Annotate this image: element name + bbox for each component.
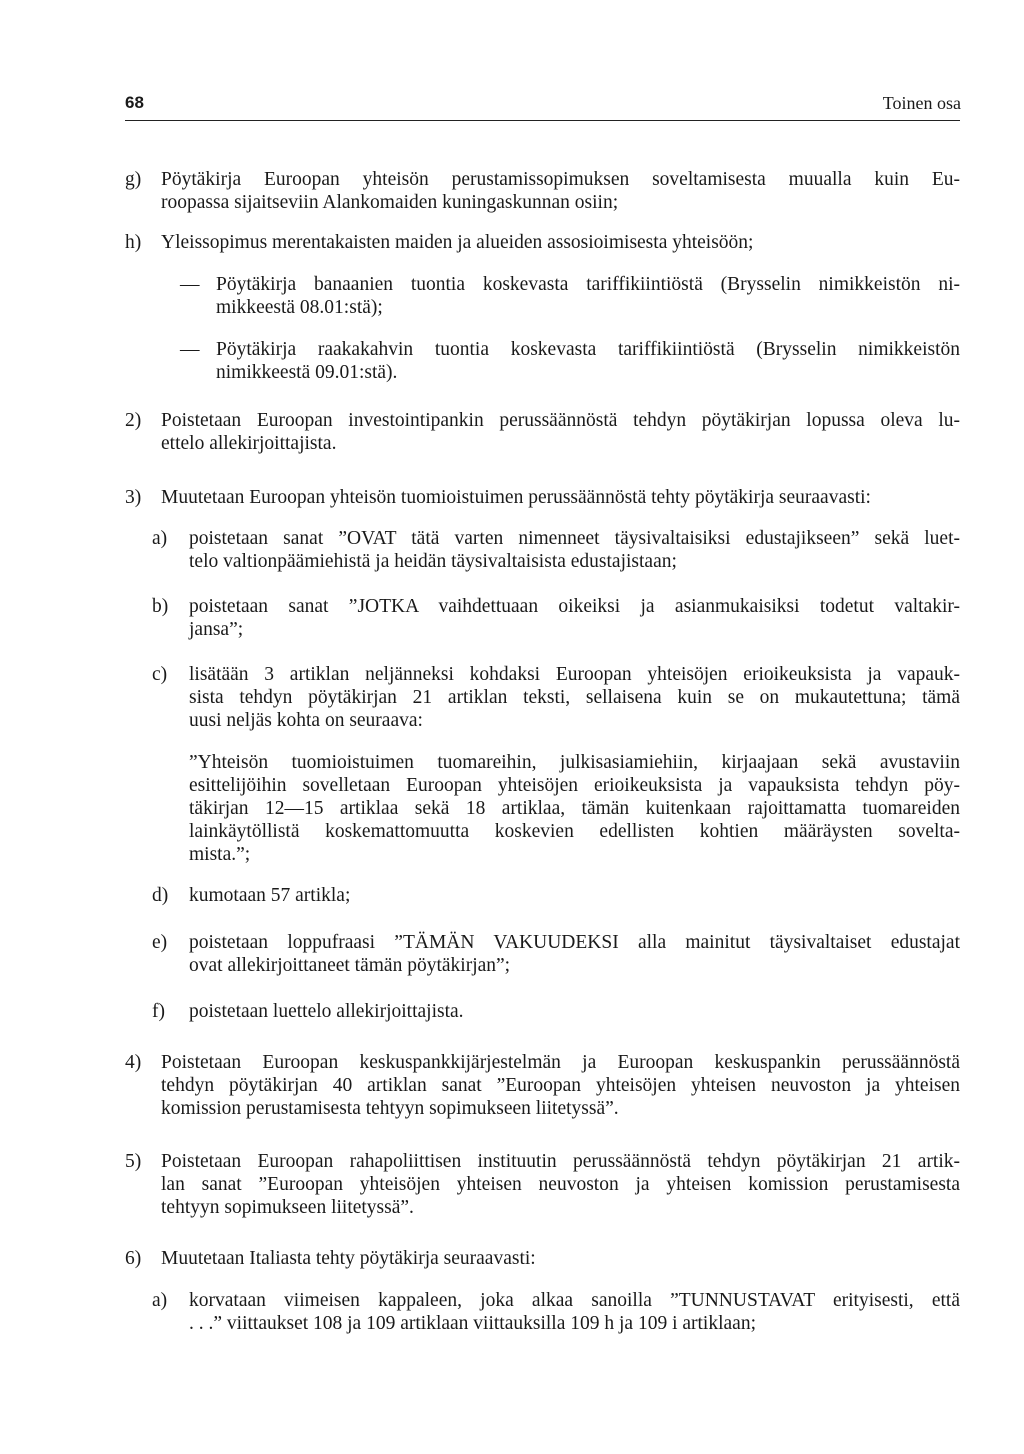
page-number: 68	[125, 93, 144, 112]
item-label: b)	[152, 596, 169, 617]
text-line: Pöytäkirja raakakahvin tuontia koskevasta tariffikiintiöstä (Brysselin nimikkeistön	[216, 339, 960, 360]
text-line: mista.”;	[189, 844, 251, 865]
item-label: c)	[152, 664, 168, 685]
text-line: tehdyn pöytäkirjan 40 artiklan sanat ”Euroopan yhteisöjen yhteisen neuvoston ja yhteisen	[161, 1075, 960, 1096]
text-line: Poistetaan Euroopan rahapoliittisen instituutin perussäännöstä tehdyn pöytäkirjan 21 artik-	[161, 1151, 960, 1172]
text-line: kumotaan 57 artikla;	[189, 885, 351, 906]
list-item-g	[125, 168, 960, 214]
text-line: täkirjan 12—15 artiklaa sekä 18 artiklaa, tämän kuitenkaan rajoittamatta tuomareiden	[189, 798, 960, 819]
text-line: nimikkeestä 09.01:stä).	[216, 362, 398, 383]
list-item-3	[125, 486, 960, 509]
text-line: korvataan viimeisen kappaleen, joka alkaa sanoilla ”TUNNUSTAVAT erityisesti, että	[189, 1290, 960, 1311]
dash-label: —	[180, 274, 200, 295]
dash-item-coffee-protocol	[180, 338, 960, 384]
list-item-6	[125, 1247, 960, 1270]
text-line: poistetaan sanat ”JOTKA vaihdettuaan oikeiksi ja asianmukaisiksi todetut valtakir-	[189, 596, 960, 617]
text-line: roopassa sijaitseviin Alankomaiden kuningaskunnan osiin;	[161, 192, 619, 213]
text-line: komission perustamisesta tehtyyn sopimukseen liitetyssä”.	[161, 1098, 619, 1119]
text-line: sista tehdyn pöytäkirjan 21 artiklan teksti, sellaisena kuin se on mukautettuna; tämä	[189, 687, 960, 708]
text-line: mikkeestä 08.01:stä);	[216, 297, 383, 318]
text-line: Pöytäkirja banaanien tuontia koskevasta tariffikiintiöstä (Brysselin nimikkeistön ni-	[216, 274, 960, 295]
item-label: 4)	[125, 1052, 142, 1073]
item-label: e)	[152, 932, 168, 953]
text-line: lan sanat ”Euroopan yhteisöjen yhteisen neuvoston ja yhteisen komission perustamisesta	[161, 1174, 960, 1195]
item-label: d)	[152, 885, 169, 906]
text-line: Muutetaan Italiasta tehty pöytäkirja seuraavasti:	[161, 1248, 536, 1269]
item-label: h)	[125, 232, 142, 253]
list-item-3b	[152, 595, 960, 641]
text-line: tehtyyn sopimukseen liitetyssä”.	[161, 1197, 414, 1218]
text-line: lisätään 3 artiklan neljänneksi kohdaksi Euroopan yhteisöjen erioikeuksista ja vapauk-	[189, 664, 960, 685]
text-line: Pöytäkirja Euroopan yhteisön perustamissopimuksen soveltamisesta muualla kuin Eu-	[161, 169, 960, 190]
dash-label: —	[180, 339, 200, 360]
item-label: 6)	[125, 1248, 142, 1269]
list-item-4	[125, 1051, 960, 1120]
quoted-paragraph	[189, 751, 960, 866]
item-label: 3)	[125, 487, 142, 508]
text-line: . . .” viittaukset 108 ja 109 artiklaan viittauksilla 109 h ja 109 i artiklaan;	[189, 1313, 756, 1334]
text-line: Poistetaan Euroopan keskuspankkijärjestelmän ja Euroopan keskuspankin perussäännöstä	[161, 1052, 960, 1073]
list-item-3f	[152, 1000, 960, 1023]
item-label: 5)	[125, 1151, 142, 1172]
text-line: poistetaan luettelo allekirjoittajista.	[189, 1001, 464, 1022]
text-line: esittelijöihin sovelletaan Euroopan yhteisöjen erioikeuksista ja vapauksista tehdyn pöy-	[189, 775, 960, 796]
item-label: a)	[152, 528, 168, 549]
text-line: ”Yhteisön tuomioistuimen tuomareihin, julkisasiamiehiin, kirjaajaan sekä avustaviin	[189, 752, 960, 773]
text-line: Poistetaan Euroopan investointipankin perussäännöstä tehdyn pöytäkirjan lopussa oleva lu-	[161, 410, 960, 431]
list-item-5	[125, 1150, 960, 1219]
dash-item-banana-protocol	[180, 273, 960, 319]
text-line: poistetaan sanat ”OVAT tätä varten nimenneet täysivaltaisiksi edustajikseen” sekä luet-	[189, 528, 960, 549]
text-line: ovat allekirjoittaneet tämän pöytäkirjan”;	[189, 955, 511, 976]
list-item-3e	[152, 931, 960, 977]
text-line: Yleissopimus merentakaisten maiden ja alueiden assosioimisesta yhteisöön;	[161, 232, 754, 253]
text-line: uusi neljäs kohta on seuraava:	[189, 710, 423, 731]
list-item-3a	[152, 527, 960, 573]
text-line: ettelo allekirjoittajista.	[161, 433, 337, 454]
text-line: poistetaan loppufraasi ”TÄMÄN VAKUUDEKSI alla mainitut täysivaltaiset edustajat	[189, 932, 960, 953]
list-item-3c	[152, 663, 960, 732]
list-item-2	[125, 409, 960, 455]
text-line: Muutetaan Euroopan yhteisön tuomioistuimen perussäännöstä tehty pöytäkirja seuraavasti:	[161, 487, 871, 508]
text-line: jansa”;	[189, 619, 244, 640]
list-item-3d	[152, 884, 960, 907]
running-title: Toinen osa	[882, 93, 961, 113]
text-line: lainkäytöllistä koskemattomuutta koskevien edellisten kohtien määräysten sovelta-	[189, 821, 960, 842]
item-label: f)	[152, 1001, 165, 1022]
text-line: telo valtionpäämiehistä ja heidän täysivaltaisista edustajistaan;	[189, 551, 677, 572]
list-item-h	[125, 231, 960, 254]
item-label: g)	[125, 169, 142, 190]
header-rule	[125, 120, 960, 121]
item-label: 2)	[125, 410, 142, 431]
list-item-6a	[152, 1289, 960, 1335]
item-label: a)	[152, 1290, 168, 1311]
